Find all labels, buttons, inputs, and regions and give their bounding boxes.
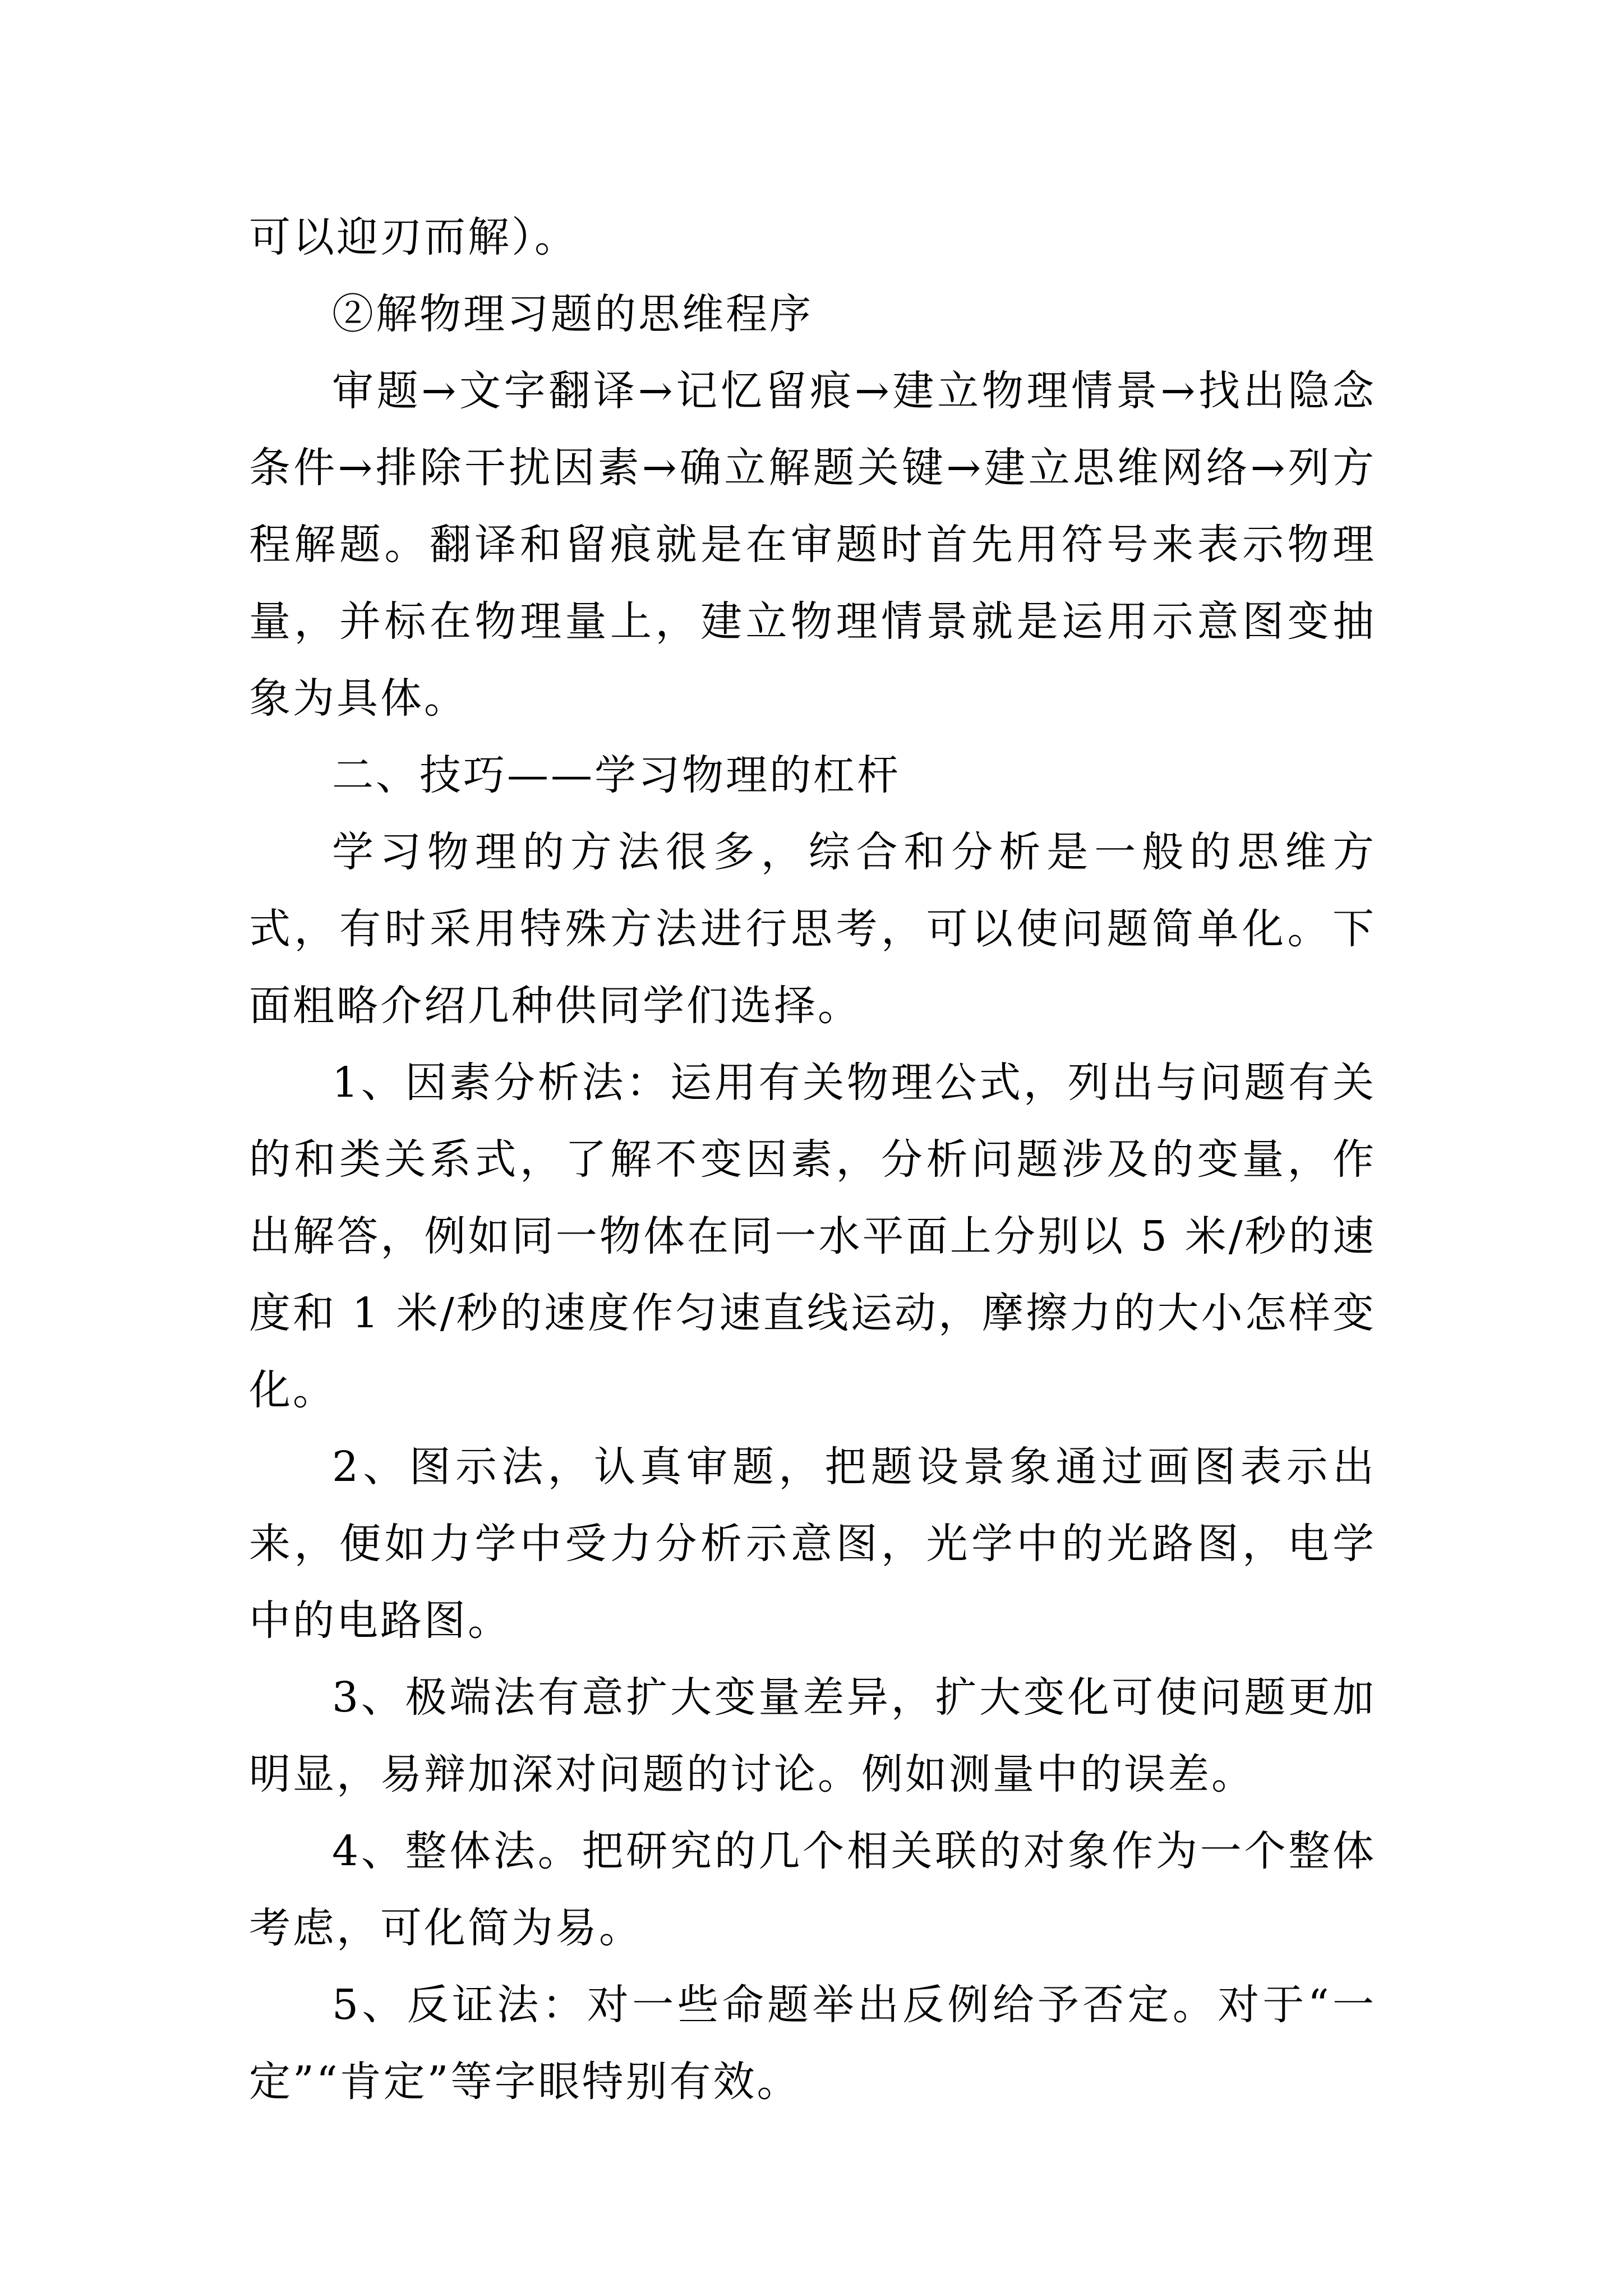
document-body: [249, 199, 1376, 2120]
paragraph-method-extreme: 3、极端法有意扩大变量差异，扩大变化可使问题更加明显，易辩加深对问题的讨论。例如测量中的误差。: [249, 1673, 1376, 1798]
paragraph-method-disproof: 5、反证法：对一些命题举出反例给予否定。对于“一定”“肯定”等字眼特别有效。: [249, 1981, 1376, 2106]
paragraph-subheading-thinking-procedure: ②解物理习题的思维程序: [332, 290, 813, 338]
paragraph-method-factor-analysis: 1、因素分析法：运用有关物理公式，列出与问题有关的和类关系式，了解不变因素，分析问题涉及的变量，作出解答，例如同一物体在同一水平面上分别以 5 米/秒的速度和 1 米/秒的速度作匀速直线运动，摩擦力的大小怎样变化。: [249, 1059, 1376, 1414]
paragraph-continuation: 可以迎刃而解）。: [249, 213, 578, 261]
paragraph-method-diagram: 2、图示法，认真审题，把题设景象通过画图表示出来，便如力学中受力分析示意图，光学中的光路图，电学中的电路图。: [249, 1443, 1376, 1645]
paragraph-procedure-steps: 审题→文字翻译→记忆留痕→建立物理情景→找出隐念条件→排除干扰因素→确立解题关键→建立思维网络→列方程解题。翻译和留痕就是在审题时首先用符号来表示物理量，并标在物理量上，建立物理情景就是运用示意图变抽象为具体。: [249, 367, 1376, 723]
paragraph-method-holistic: 4、整体法。把研究的几个相关联的对象作为一个整体考虑，可化简为易。: [249, 1827, 1376, 1952]
paragraph-methods-intro: 学习物理的方法很多，综合和分析是一般的思维方式，有时采用特殊方法进行思考，可以使问题简单化。下面粗略介绍几种供同学们选择。: [249, 828, 1376, 1030]
section-heading-techniques: 二、技巧——学习物理的杠杆: [332, 751, 901, 799]
